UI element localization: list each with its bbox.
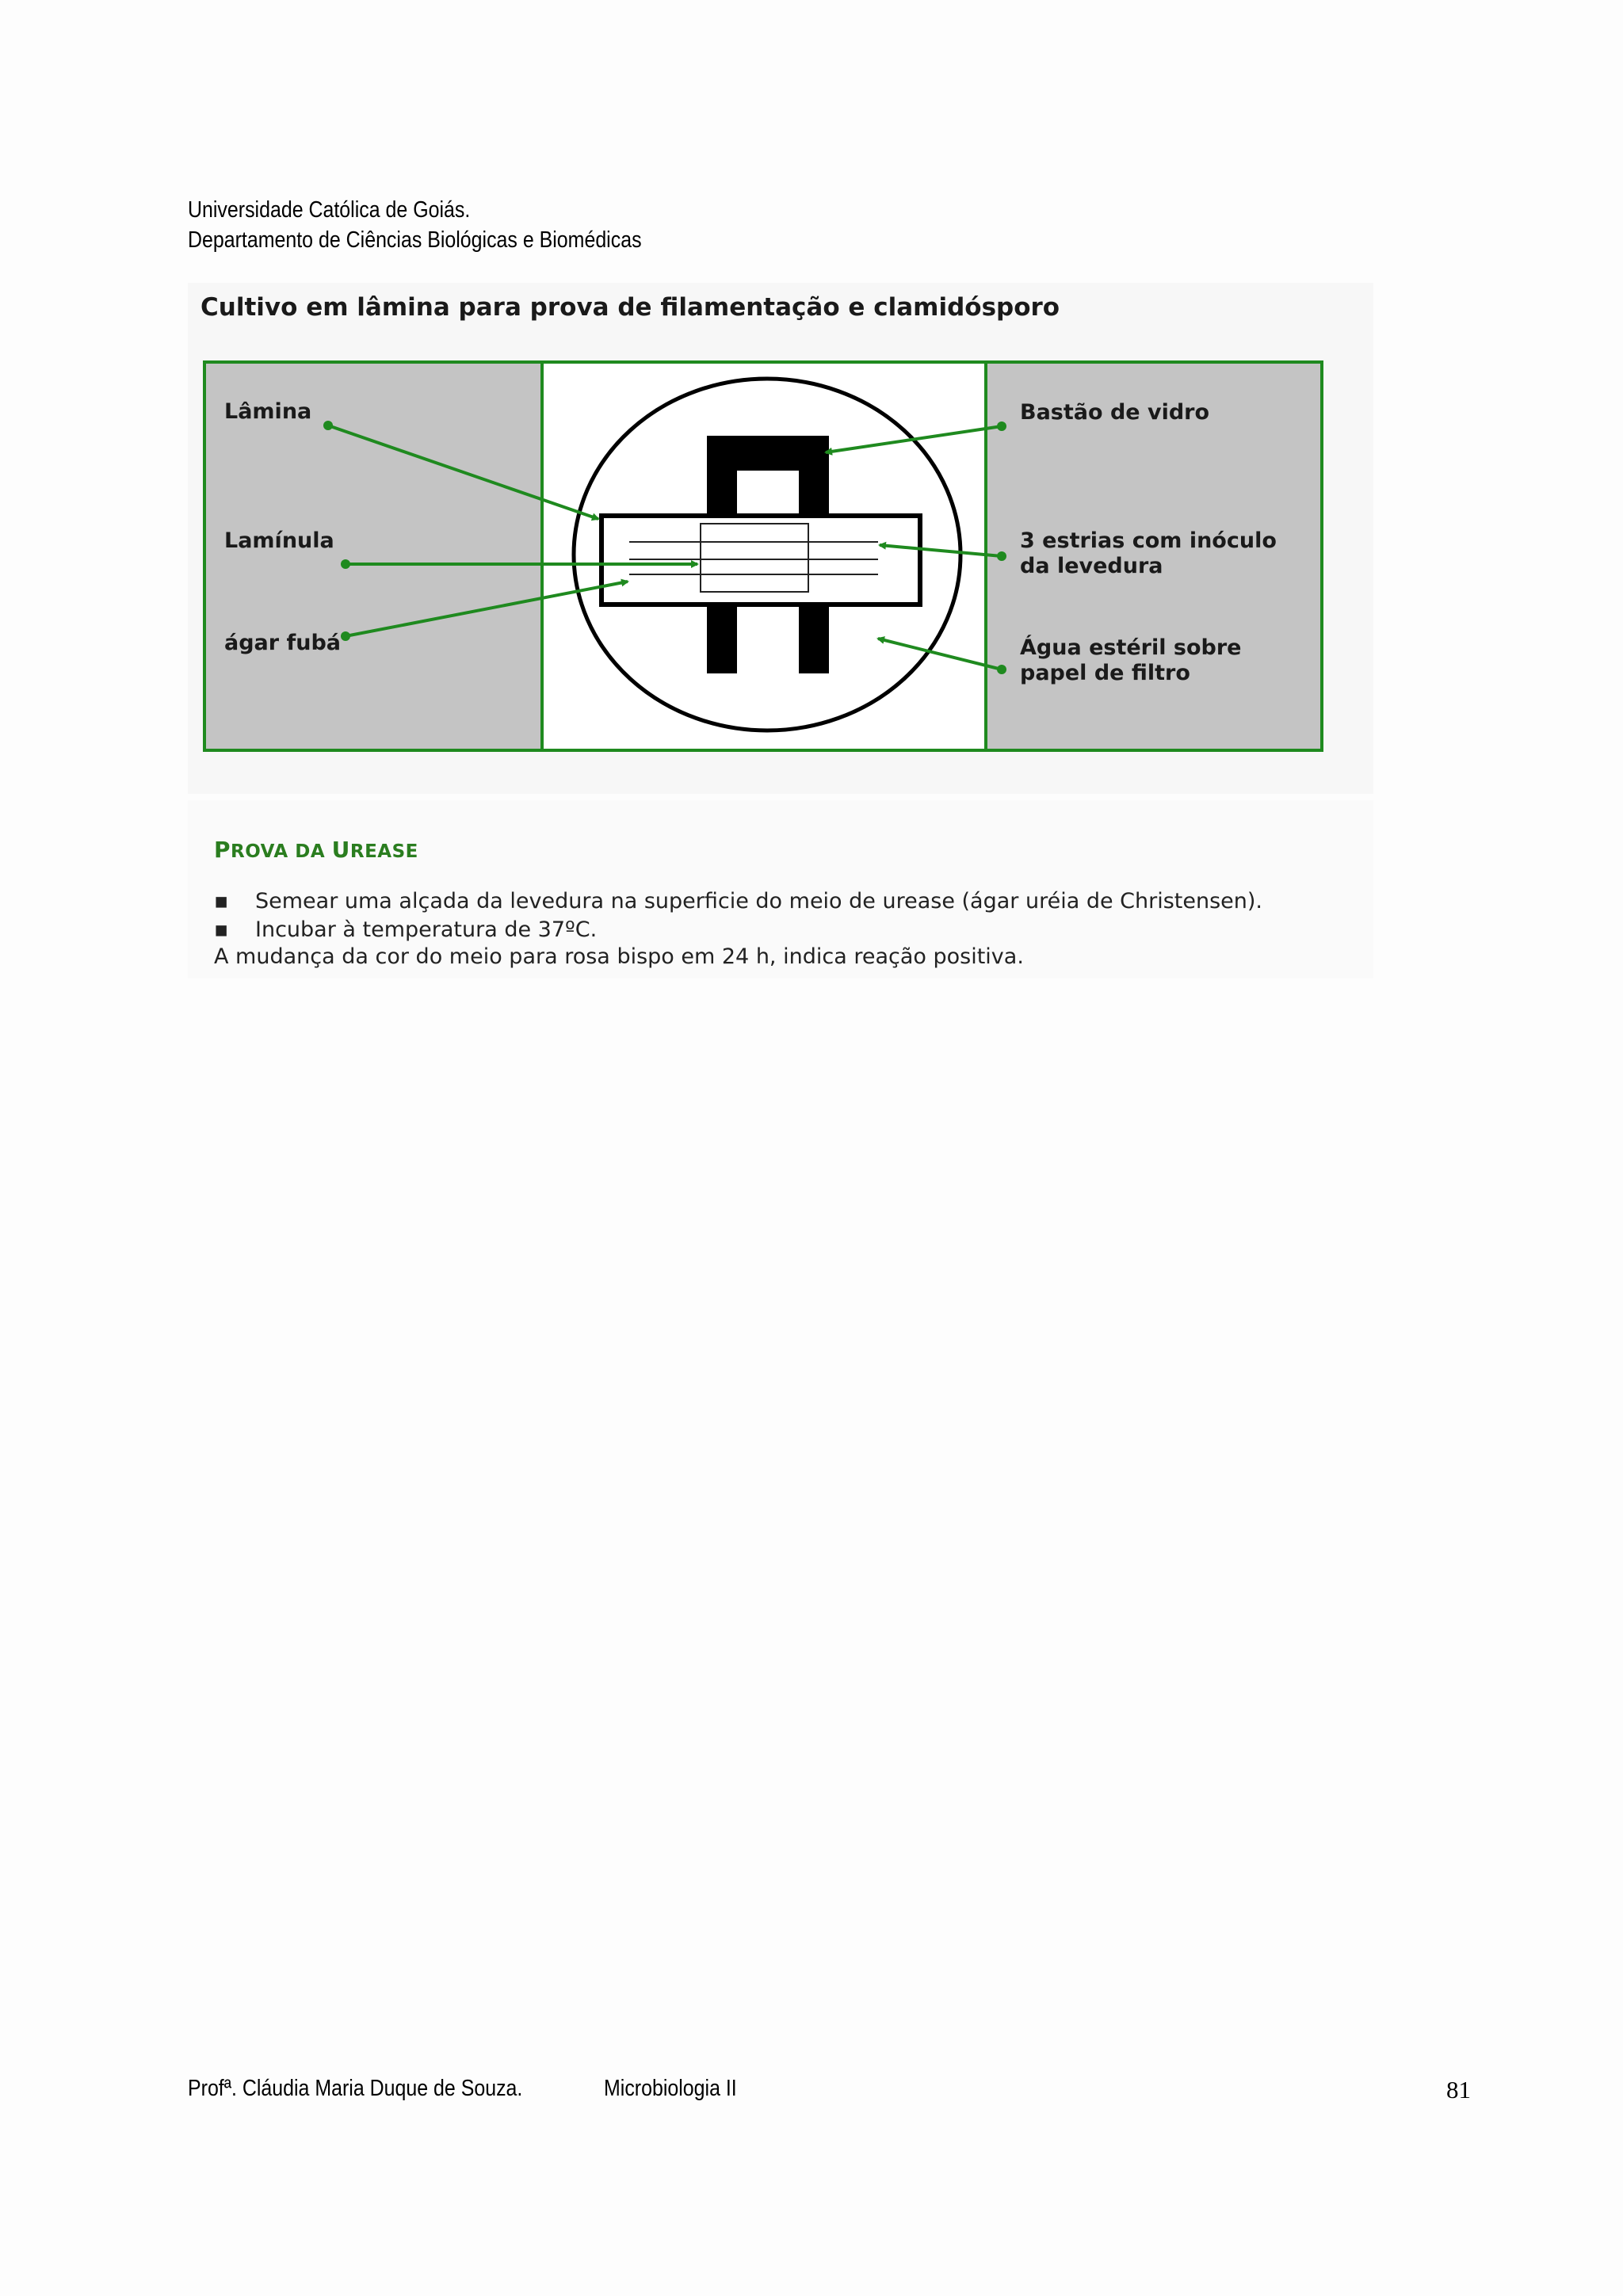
urease-title bbox=[214, 837, 418, 863]
arrow-dot bbox=[997, 665, 1006, 674]
arrow-dot bbox=[323, 421, 333, 430]
label-laminula: Lamínula bbox=[224, 528, 334, 553]
institution-name: Universidade Católica de Goiás. bbox=[188, 197, 471, 223]
arrow-dot bbox=[341, 559, 350, 569]
bullet-marker: ▪ bbox=[214, 917, 229, 942]
glass-rod-leg-left bbox=[707, 605, 737, 673]
urease-bullet-1 bbox=[214, 888, 1262, 915]
department-name: Departamento de Ciências Biológicas e Biomédicas bbox=[188, 227, 642, 253]
urease-bullet-2 bbox=[214, 917, 597, 944]
bullet-text: Semear uma alçada da levedura na superficie do meio de urease (ágar uréia de Christensen). bbox=[255, 889, 1263, 913]
bullet-text: Incubar à temperatura de 37ºC. bbox=[255, 917, 598, 942]
arrow-dot bbox=[997, 421, 1006, 431]
urease-title-initial-p: P bbox=[214, 837, 231, 863]
figure-title: Cultivo em lâmina para prova de filamentação e clamidósporo bbox=[200, 293, 1060, 322]
urease-title-initial-u: U bbox=[331, 837, 350, 863]
urease-title-rease: REASE bbox=[349, 841, 418, 862]
label-estrias-line1: 3 estrias com inóculo bbox=[1020, 528, 1277, 553]
arrow-dot bbox=[997, 551, 1006, 561]
label-lamina: Lâmina bbox=[224, 399, 312, 424]
urease-title-rova: ROVA DA bbox=[231, 841, 332, 862]
label-agar-fuba: ágar fubá bbox=[224, 631, 341, 655]
bullet-marker: ▪ bbox=[214, 889, 229, 913]
arrow-dot bbox=[341, 631, 350, 641]
label-estrias-line2: da levedura bbox=[1020, 554, 1163, 578]
label-agua-line1: Água estéril sobre bbox=[1020, 635, 1242, 660]
label-agua-line2: papel de filtro bbox=[1020, 661, 1190, 685]
page-number: 81 bbox=[1446, 2076, 1471, 2103]
label-bastao-de-vidro: Bastão de vidro bbox=[1020, 400, 1210, 425]
urease-note: A mudança da cor do meio para rosa bispo em 24 h, indica reação positiva. bbox=[214, 944, 1024, 969]
glass-rod-leg-right bbox=[799, 605, 829, 673]
footer-author: Profª. Cláudia Maria Duque de Souza. bbox=[188, 2076, 523, 2101]
footer-course: Microbiologia II bbox=[604, 2076, 737, 2101]
